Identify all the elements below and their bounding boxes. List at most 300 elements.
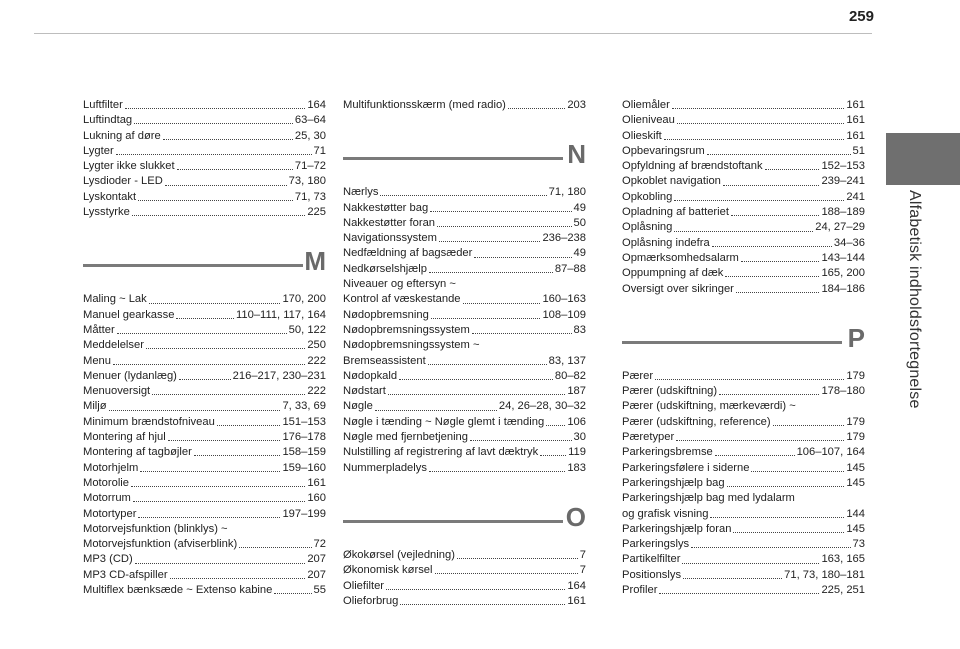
index-entry-term: Manuel gearkasse: [83, 308, 175, 321]
index-entry-term: Montering af hjul: [83, 431, 166, 444]
index-entry: [83, 292, 326, 307]
index-entry-pages: 80–82: [554, 369, 586, 382]
index-entry-leader: [437, 226, 572, 227]
index-entry: [343, 98, 586, 113]
index-entry-term: Pærer (udskiftning): [622, 385, 718, 398]
index-entry-leader: [733, 532, 844, 533]
index-entry-term: Positionslys: [622, 568, 682, 581]
index-entry-pages: 222: [307, 354, 326, 367]
index-entry: [83, 144, 326, 159]
letter-heading-rule: [622, 341, 842, 344]
index-entry-pages: 71, 73, 180–181: [784, 568, 865, 581]
index-entry-term: Menu: [83, 354, 111, 367]
index-entry-leader: [399, 379, 553, 380]
index-entry-term: Menuoversigt: [83, 385, 151, 398]
index-entry-pages: 178–180: [821, 385, 865, 398]
index-entry-term: Lysstyrke: [83, 206, 130, 219]
index-entry-term: Nærlys: [343, 186, 379, 199]
index-entry-leader: [659, 593, 819, 594]
index-entry-pages: 161: [846, 114, 865, 127]
index-entry: [83, 583, 326, 598]
index-entry: [343, 216, 586, 231]
index-entry-term: MP3 (CD): [83, 553, 133, 566]
index-entry-term: Menuer (lydanlæg): [83, 369, 177, 382]
index-entry-leader: [765, 169, 820, 170]
index-entry-term: Nakkestøtter bag: [343, 201, 429, 214]
index-entry: [83, 476, 326, 491]
index-entry-term: Niveauer og eftersyn ~: [343, 278, 456, 291]
index-entry-pages: 87–88: [554, 262, 586, 275]
index-entry-leader: [152, 394, 305, 395]
index-entry-leader: [707, 154, 851, 155]
index-column-1: [83, 98, 326, 598]
header-rule: [34, 33, 872, 34]
index-entry-term: Motortyper: [83, 507, 137, 520]
index-entry-pages: 55: [313, 584, 326, 597]
index-entry-term: Økonomisk kørsel: [343, 564, 433, 577]
index-entry: [343, 563, 586, 578]
index-entry-pages: 7, 33, 69: [282, 400, 326, 413]
index-entry-pages: 158–159: [282, 446, 326, 459]
index-entry-pages: 83, 137: [548, 354, 586, 367]
index-entry-pages: 188–189: [821, 206, 865, 219]
index-entry-leader: [135, 563, 306, 564]
index-entry: [622, 445, 865, 460]
index-entry-pages: 108–109: [542, 308, 586, 321]
index-entry-term: Oversigt over sikringer: [622, 282, 734, 295]
index-entry: [83, 461, 326, 476]
index-entry-term: Montering af tagbøjler: [83, 446, 192, 459]
index-entry: [622, 369, 865, 384]
index-column-2: [343, 98, 586, 609]
index-entry-pages: 50, 122: [288, 323, 326, 336]
index-entry-leader: [149, 303, 281, 304]
index-entry-term: Parkeringshjælp bag: [622, 476, 725, 489]
index-entry-term: og grafisk visning: [622, 507, 709, 520]
index-entry-leader: [540, 455, 566, 456]
index-entry: [343, 594, 586, 609]
index-entry-pages: 170, 200: [282, 293, 326, 306]
index-entry-leader: [712, 246, 832, 247]
index-entry: [622, 144, 865, 159]
index-entry: [83, 190, 326, 205]
index-entry-leader: [719, 394, 819, 395]
index-entry-leader: [751, 471, 844, 472]
index-entry-pages: 239–241: [821, 175, 865, 188]
index-entry-pages: 145: [846, 476, 865, 489]
index-entry-term: Opladning af batteriet: [622, 206, 729, 219]
index-entry-pages: 164: [567, 579, 586, 592]
index-entry-term: Opbevaringsrum: [622, 144, 705, 157]
index-entry-term: Lukning af døre: [83, 129, 161, 142]
index-entry: [83, 415, 326, 430]
index-entry-leader: [773, 425, 845, 426]
index-entry-leader: [682, 563, 819, 564]
index-entry-leader: [380, 195, 546, 196]
index-entry: [83, 537, 326, 552]
index-entry: [622, 251, 865, 266]
index-entry: [343, 461, 586, 476]
index-entry-term: Motorolie: [83, 476, 130, 489]
index-entry: [83, 174, 326, 189]
index-entry: [622, 522, 865, 537]
index-entry-pages: 159–160: [282, 461, 326, 474]
index-entry: [343, 445, 586, 460]
index-entry-term: Minimum brændstofniveau: [83, 415, 215, 428]
index-entry: [622, 220, 865, 235]
index-entry-leader: [655, 379, 844, 380]
index-entry: [343, 548, 586, 563]
index-entry-leader: [430, 211, 571, 212]
index-entry-pages: 165, 200: [821, 267, 865, 280]
index-entry-leader: [194, 455, 281, 456]
index-entry-term: Motorrum: [83, 492, 131, 505]
index-entry-pages: 145: [846, 461, 865, 474]
index-entry-pages: 236–238: [542, 232, 586, 245]
index-entry-term: Lysdioder - LED: [83, 175, 163, 188]
index-entry: [622, 113, 865, 128]
index-entry: [622, 98, 865, 113]
index-entry-term: Opkobling: [622, 190, 673, 203]
index-entry-term: Kontrol af væskestande: [343, 293, 461, 306]
index-entry-pages: 179: [846, 431, 865, 444]
index-entry: [343, 277, 586, 292]
index-entry: [622, 476, 865, 491]
index-entry-term: Oplåsning: [622, 221, 673, 234]
index-entry: [343, 384, 586, 399]
index-entry: [343, 201, 586, 216]
index-entry-pages: 50: [573, 216, 586, 229]
index-entry-pages: 161: [307, 476, 326, 489]
index-entry-pages: 72: [313, 538, 326, 551]
letter-heading: [343, 494, 586, 542]
index-entry: [622, 507, 865, 522]
index-entry-pages: 160: [307, 492, 326, 505]
index-entry-leader: [109, 410, 281, 411]
index-entry: [622, 129, 865, 144]
index-entry-term: Olieforbrug: [343, 594, 399, 607]
index-entry-pages: 106: [567, 415, 586, 428]
index-entry-term: Parkeringshjælp foran: [622, 522, 732, 535]
index-entry-term: Luftindtag: [83, 114, 133, 127]
index-entry-leader: [429, 471, 565, 472]
index-entry-pages: 63–64: [294, 114, 326, 127]
index-entry-term: Nødstart: [343, 385, 386, 398]
index-entry-pages: 73: [852, 538, 865, 551]
index-entry: [343, 185, 586, 200]
index-entry-pages: 225, 251: [821, 584, 865, 597]
index-entry-term: Olieniveau: [622, 114, 675, 127]
letter-heading: [622, 315, 865, 363]
index-entry-leader: [165, 185, 287, 186]
index-entry: [83, 205, 326, 220]
index-entry-term: Oliefilter: [343, 579, 385, 592]
index-entry-leader: [375, 410, 497, 411]
index-entry: [622, 190, 865, 205]
index-entry-leader: [431, 318, 541, 319]
index-entry: [343, 430, 586, 445]
index-entry-term: Parkeringslys: [622, 538, 690, 551]
index-entry: [622, 552, 865, 567]
index-entry-pages: 71–72: [294, 160, 326, 173]
index-entry-pages: 71, 180: [548, 186, 586, 199]
index-entry-pages: 30: [573, 431, 586, 444]
index-entry: [83, 129, 326, 144]
index-entry: [343, 399, 586, 414]
index-entry-term: Nedkørselshjælp: [343, 262, 427, 275]
index-entry-pages: 119: [568, 446, 586, 459]
index-entry-leader: [710, 517, 844, 518]
letter-heading-label: O: [565, 501, 586, 532]
index-entry-leader: [400, 604, 565, 605]
letter-heading-rule: [343, 157, 563, 160]
index-entry: [622, 236, 865, 251]
index-entry-leader: [176, 318, 234, 319]
index-entry-leader: [116, 154, 312, 155]
index-entry-pages: 207: [307, 568, 326, 581]
index-entry: [343, 579, 586, 594]
index-entry-term: Lyskontakt: [83, 190, 137, 203]
index-entry-pages: 7: [579, 564, 586, 577]
letter-heading-label: N: [567, 139, 586, 170]
index-entry-term: Lygter ikke slukket: [83, 160, 175, 173]
index-entry-leader: [274, 593, 311, 594]
index-entry-pages: 71: [313, 144, 326, 157]
letter-heading-rule: [83, 264, 303, 267]
index-entry-term: Maling ~ Lak: [83, 293, 147, 306]
index-entry: [622, 430, 865, 445]
index-entry-term: Oplåsning indefra: [622, 236, 710, 249]
index-entry: [622, 282, 865, 297]
index-entry-leader: [239, 547, 311, 548]
index-entry-leader: [177, 169, 293, 170]
index-entry-leader: [439, 241, 541, 242]
index-entry-pages: 34–36: [833, 236, 865, 249]
index-entry-leader: [474, 257, 571, 258]
index-entry-term: Bremseassistent: [343, 354, 426, 367]
index-entry-pages: 51: [852, 144, 865, 157]
index-entry: [343, 354, 586, 369]
index-entry-term: Pærer (udskiftning, reference): [622, 415, 771, 428]
letter-heading-label: P: [847, 322, 865, 353]
index-entry-pages: 203: [567, 99, 586, 111]
index-entry: [83, 522, 326, 537]
index-entry: [343, 323, 586, 338]
index-entry-term: Meddelelser: [83, 339, 144, 352]
index-entry-term: Oliemåler: [622, 99, 670, 111]
section-tab-marker: [886, 133, 960, 185]
index-entry-term: Multiflex bænksæde ~ Extenso kabine: [83, 584, 273, 597]
index-entry-pages: 241: [846, 190, 865, 203]
index-entry-pages: 106–107, 164: [796, 446, 865, 459]
index-entry-term: Pærer (udskiftning, mærkeværdi) ~: [622, 400, 796, 413]
index-entry-pages: 24, 26–28, 30–32: [498, 400, 586, 413]
index-entry-term: Profiler: [622, 584, 658, 597]
index-entry-pages: 163, 165: [821, 553, 865, 566]
index-entry-pages: 161: [567, 594, 586, 607]
index-entry: [343, 338, 586, 353]
index-entry-term: Multifunktionsskærm (med radio): [343, 99, 506, 111]
index-entry-leader: [508, 108, 565, 109]
index-entry-pages: 143–144: [821, 251, 865, 264]
index-entry-leader: [388, 394, 565, 395]
index-entry-leader: [683, 578, 782, 579]
index-entry-leader: [723, 185, 820, 186]
index-entry-term: Nødopbremsningssystem ~: [343, 339, 480, 352]
index-entry-leader: [138, 517, 280, 518]
index-entry-leader: [546, 425, 565, 426]
index-entry-leader: [134, 123, 293, 124]
index-entry-term: Motorvejsfunktion (blinklys) ~: [83, 522, 228, 535]
index-entry: [83, 98, 326, 113]
index-entry-pages: 7: [579, 548, 586, 561]
index-entry-leader: [386, 589, 565, 590]
index-entry-term: Opfyldning af brændstoftank: [622, 160, 763, 173]
index-entry: [83, 552, 326, 567]
index-entry-term: Nulstilling af registrering af lavt dæktryk: [343, 446, 539, 459]
index-entry: [83, 354, 326, 369]
index-entry-leader: [131, 486, 305, 487]
index-entry-pages: 250: [307, 339, 326, 352]
index-entry: [83, 308, 326, 323]
index-entry: [83, 445, 326, 460]
index-entry-pages: 197–199: [282, 507, 326, 520]
index-entry-term: Parkeringsfølere i siderne: [622, 461, 750, 474]
index-entry-pages: 164: [307, 99, 326, 111]
index-entry-leader: [429, 272, 553, 273]
index-entry: [622, 205, 865, 220]
index-entry-leader: [470, 440, 572, 441]
index-entry-pages: 49: [573, 201, 586, 214]
index-entry-leader: [463, 303, 541, 304]
index-entry-leader: [674, 231, 813, 232]
letter-heading: [343, 131, 586, 179]
letter-heading-label: M: [304, 246, 326, 277]
index-entry-term: Parkeringsbremse: [622, 446, 713, 459]
index-entry: [343, 246, 586, 261]
index-entry-leader: [125, 108, 306, 109]
index-entry-leader: [715, 455, 795, 456]
index-entry-term: Nøgle i tænding ~ Nøgle glemt i tænding: [343, 415, 545, 428]
index-entry-term: Pæretyper: [622, 431, 675, 444]
index-entry-leader: [457, 558, 578, 559]
index-entry-leader: [736, 292, 820, 293]
index-entry: [83, 491, 326, 506]
index-entry-pages: 216–217, 230–231: [232, 369, 326, 382]
index-entry: [343, 415, 586, 430]
index-entry: [83, 507, 326, 522]
index-entry: [83, 399, 326, 414]
index-entry: [343, 369, 586, 384]
page-number: 259: [848, 8, 874, 25]
index-entry: [622, 583, 865, 598]
index-entry-leader: [117, 333, 287, 334]
index-entry-leader: [138, 200, 293, 201]
index-entry: [622, 415, 865, 430]
index-entry-leader: [163, 139, 293, 140]
index-entry: [622, 399, 865, 414]
index-entry-leader: [674, 200, 844, 201]
index-entry-pages: 25, 30: [294, 129, 326, 142]
index-entry-leader: [435, 573, 578, 574]
index-entry-pages: 222: [307, 385, 326, 398]
index-entry-pages: 161: [846, 99, 865, 111]
index-entry-pages: 83: [573, 323, 586, 336]
letter-heading: [83, 238, 326, 286]
index-entry-term: Olieskift: [622, 129, 662, 142]
index-entry-term: MP3 CD-afspiller: [83, 568, 168, 581]
index-entry-leader: [133, 501, 305, 502]
index-entry: [622, 568, 865, 583]
index-entry-term: Lygter: [83, 144, 114, 157]
index-entry-term: Parkeringshjælp bag med lydalarm: [622, 492, 795, 505]
index-entry-term: Nakkestøtter foran: [343, 216, 436, 229]
index-entry-leader: [664, 139, 845, 140]
index-entry: [83, 430, 326, 445]
letter-heading-rule: [343, 520, 563, 523]
index-entry: [343, 231, 586, 246]
index-entry-term: Opmærksomhedsalarm: [622, 251, 739, 264]
index-entry-leader: [677, 123, 844, 124]
index-entry-leader: [146, 348, 305, 349]
index-entry-term: Pærer: [622, 369, 654, 382]
index-entry-pages: 24, 27–29: [815, 221, 865, 234]
index-entry-leader: [168, 440, 281, 441]
index-entry-pages: 110–111, 117, 164: [236, 308, 326, 321]
index-entry: [622, 266, 865, 281]
index-entry-term: Opkoblet navigation: [622, 175, 721, 188]
index-entry-leader: [132, 215, 305, 216]
index-entry: [622, 537, 865, 552]
index-entry-pages: 225: [307, 206, 326, 219]
index-entry-pages: 49: [573, 247, 586, 260]
index-entry-term: Nødopbremsningssystem: [343, 323, 470, 336]
index-entry-pages: 160–163: [542, 293, 586, 306]
index-entry-leader: [727, 486, 845, 487]
index-entry-term: Navigationssystem: [343, 232, 437, 245]
index-entry-leader: [217, 425, 281, 426]
index-entry: [83, 113, 326, 128]
index-entry-pages: 161: [846, 129, 865, 142]
index-entry-term: Motorvejsfunktion (afviserblink): [83, 538, 238, 551]
index-entry: [622, 491, 865, 506]
index-entry-term: Partikelfilter: [622, 553, 681, 566]
index-entry: [83, 384, 326, 399]
index-entry-leader: [672, 108, 844, 109]
index-entry-pages: 183: [567, 461, 586, 474]
index-entry-term: Måtter: [83, 323, 115, 336]
index-entry-pages: 179: [846, 369, 865, 382]
index-entry: [83, 369, 326, 384]
index-entry-leader: [691, 547, 850, 548]
index-entry-term: Nøgle med fjernbetjening: [343, 431, 468, 444]
section-tab-label: Alfabetisk indholdsfortegnelse: [906, 190, 923, 409]
index-entry-pages: 207: [307, 553, 326, 566]
index-entry: [622, 461, 865, 476]
index-entry-leader: [179, 379, 231, 380]
index-entry-pages: 145: [846, 522, 865, 535]
index-entry: [83, 159, 326, 174]
index-entry: [622, 174, 865, 189]
index-entry-term: Nøgle: [343, 400, 373, 413]
index-entry: [622, 159, 865, 174]
index-column-3: [622, 98, 865, 598]
index-entry-pages: 151–153: [282, 415, 326, 428]
index-entry-pages: 176–178: [282, 431, 326, 444]
index-entry-leader: [676, 440, 844, 441]
index-entry-leader: [428, 364, 547, 365]
index-entry-term: Økokørsel (vejledning): [343, 548, 455, 561]
